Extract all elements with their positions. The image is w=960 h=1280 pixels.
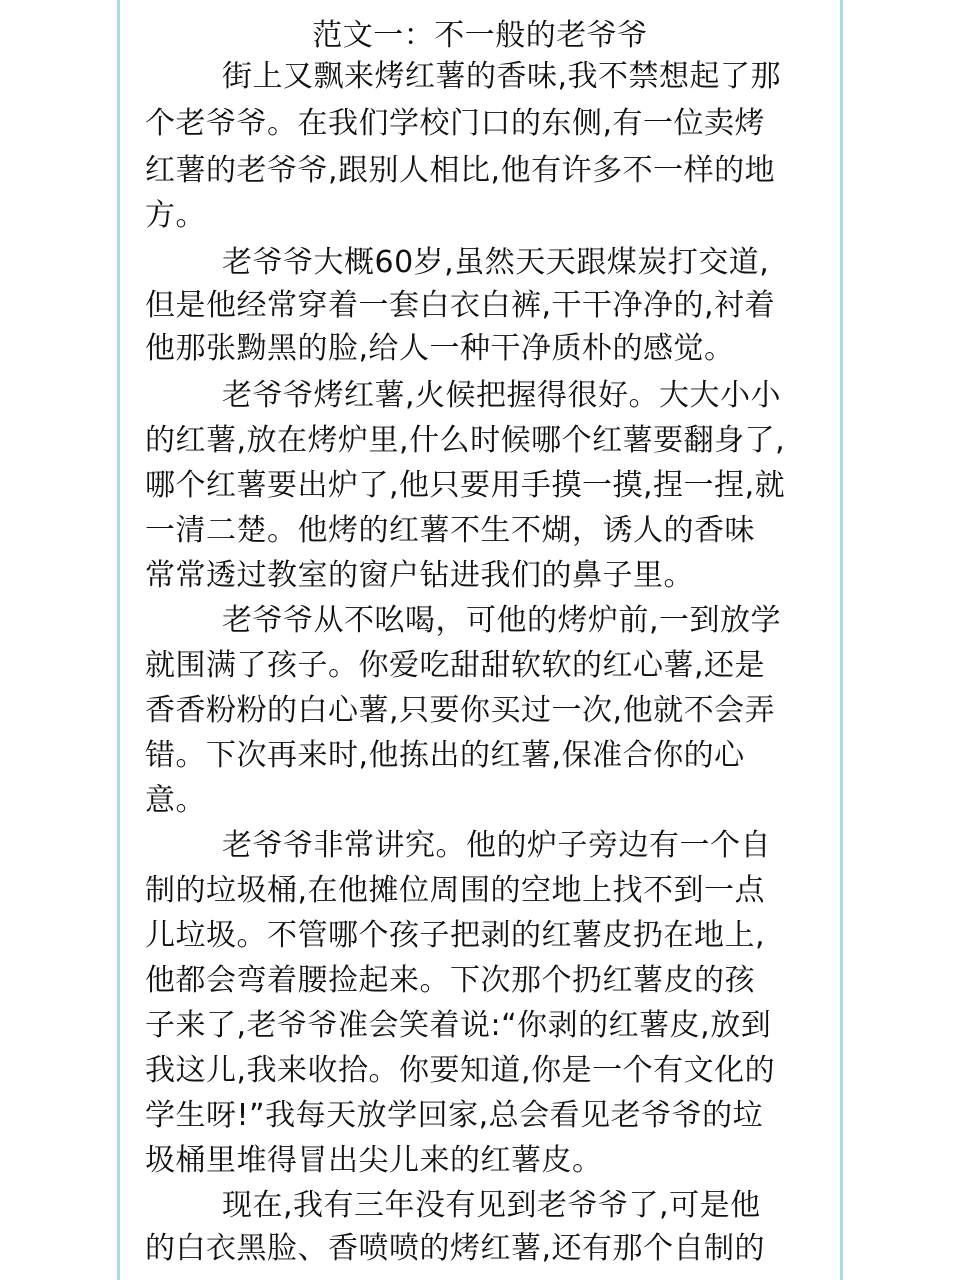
text-line: 我这儿,我来收拾。你要知道,你是一个有文化的 — [145, 1053, 776, 1088]
text-line: 红薯的老爷爷,跟别人相比,他有许多不一样的地 — [145, 153, 776, 188]
text-line: 香香粉粉的白心薯,只要你买过一次,他就不会弄 — [145, 693, 776, 728]
text-line: 老爷爷非常讲究。他的炉子旁边有一个自 — [222, 828, 771, 863]
right-border-line — [840, 0, 843, 1280]
text-line: 个老爷爷。在我们学校门口的东侧,有一位卖烤 — [145, 106, 766, 141]
text-line: 老爷爷烤红薯,火候把握得很好。大大小小 — [222, 378, 782, 413]
text-line: 的红薯,放在烤炉里,什么时候哪个红薯要翻身了, — [145, 423, 786, 458]
text-line: 一清二楚。他烤的红薯不生不煳，诱人的香味 — [145, 513, 755, 548]
text-line: 错。下次再来时,他拣出的红薯,保准合你的心 — [145, 738, 745, 773]
text-line: 现在,我有三年没有见到老爷爷了,可是他 — [222, 1188, 761, 1223]
text-line: 老爷爷大概60岁,虽然天天跟煤炭打交道, — [222, 245, 770, 280]
text-line: 街上又飘来烤红薯的香味,我不禁想起了那 — [222, 59, 782, 94]
text-line: 子来了,老爷爷准会笑着说:“你剥的红薯皮,放到 — [145, 1008, 772, 1043]
text-line: 就围满了孩子。你爱吃甜甜软软的红心薯,还是 — [145, 648, 766, 683]
text-line: 意。 — [145, 783, 206, 818]
text-line: 的白衣黑脸、香喷喷的烤红薯,还有那个自制的 — [145, 1231, 766, 1266]
essay-title: 范文一：不一般的老爷爷 — [312, 18, 648, 53]
text-line: 制的垃圾桶,在他摊位周围的空地上找不到一点 — [145, 873, 766, 908]
text-line: 常常透过教室的窗户钻进我们的鼻子里。 — [145, 558, 694, 593]
left-border-line — [117, 0, 120, 1280]
text-line: 老爷爷从不吆喝，可他的烤炉前,一到放学 — [222, 603, 782, 638]
text-line: 但是他经常穿着一套白衣白裤,干干净净的,衬着 — [145, 288, 776, 323]
text-line: 哪个红薯要出炉了,他只要用手摸一摸,捏一捏,就 — [145, 468, 786, 503]
text-line: 他都会弯着腰捡起来。下次那个扔红薯皮的孩 — [145, 963, 755, 998]
text-line: 他那张黝黑的脸,给人一种干净质朴的感觉。 — [145, 331, 735, 366]
text-line: 学生呀!”我每天放学回家,总会看见老爷爷的垃 — [145, 1098, 764, 1133]
text-line: 圾桶里堆得冒出尖儿来的红薯皮。 — [145, 1143, 603, 1178]
text-line: 方。 — [145, 198, 206, 233]
text-line: 儿垃圾。不管哪个孩子把剥的红薯皮扔在地上, — [145, 918, 766, 953]
